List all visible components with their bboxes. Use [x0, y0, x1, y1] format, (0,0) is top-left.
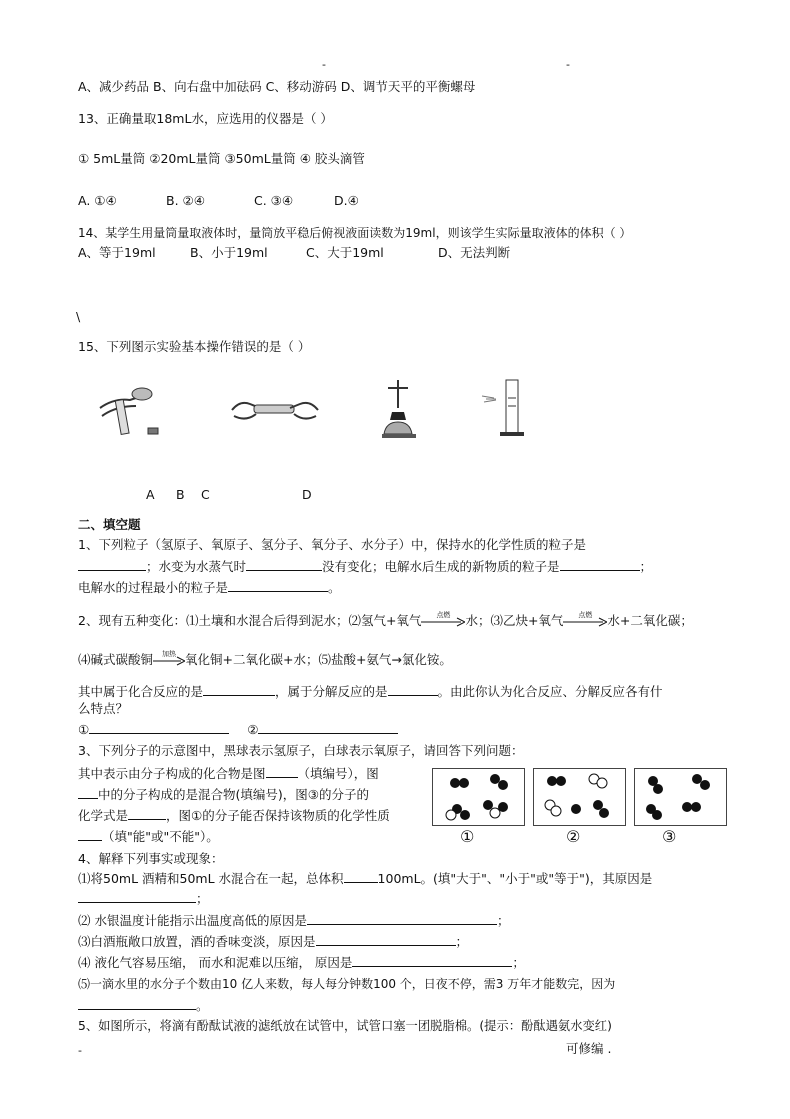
fig-label-1: ①: [460, 827, 475, 846]
blank[interactable]: [258, 720, 398, 734]
fig-label-2: ②: [566, 827, 581, 846]
q13-items: ① 5mL量筒 ②20mL量筒 ③50mL量筒 ④ 胶头滴管: [78, 151, 365, 166]
figure-a-test-tube-pouring: [96, 376, 166, 436]
p2-line2: ⑷碱式碳酸铜 加热 氧化铜+二氧化碳+水；⑸盐酸+氨气→氯化铵。: [78, 649, 452, 667]
q13-option-d: D.④: [334, 193, 359, 208]
blank[interactable]: [352, 953, 512, 967]
arrow-ignite: 点燃: [563, 615, 607, 629]
fig-label-3: ③: [662, 827, 677, 846]
p1-line2: ；水变为水蒸气时 没有变化；电解水后生成的新物质的粒子是 ；: [78, 557, 652, 576]
q15-label-d: D: [302, 487, 312, 502]
blank[interactable]: [89, 720, 229, 734]
p4-line2: ⑵ 水银温度计能指示出温度高低的原因是 ；: [78, 913, 510, 928]
footer-mark-left: -: [78, 1044, 82, 1057]
header-mark-right: -: [566, 58, 570, 71]
blank[interactable]: [316, 932, 456, 946]
p4-line1-cont: ；: [78, 889, 209, 908]
p1-line3: 电解水的过程最小的粒子是 。: [78, 580, 341, 595]
blank[interactable]: [344, 869, 378, 883]
stray-mark: \: [76, 309, 81, 324]
p2-line3: 其中属于化合反应的是 ，属于分解反应的是 。由此你认为化合反应、分解反应各有什: [78, 684, 663, 699]
arrow-ignite: 点燃: [421, 615, 465, 629]
blank[interactable]: [307, 911, 497, 925]
p3-line3: 中的分子构成的是混合物(填编号)，图③的分子的: [78, 785, 369, 804]
molecule-box-3: [634, 768, 727, 826]
q14-option-d: D、无法判断: [438, 245, 511, 260]
molecule-box-2: [533, 768, 626, 826]
p4-line3: ⑶白酒瓶敞口放置，酒的香味变淡，原因是 ；: [78, 934, 469, 949]
q14-option-a: A、等于19ml: [78, 245, 156, 260]
p3-line2: 其中表示由分子构成的化合物是图 （填编号），图: [78, 766, 379, 781]
section2-title: 二、填空题: [78, 517, 141, 532]
p5-line1: 5、如图所示，将滴有酚酞试液的滤纸放在试管中，试管口塞一团脱脂棉。(提示：酚酞遇氨水变红): [78, 1019, 612, 1033]
blank[interactable]: [203, 682, 275, 696]
p3-line5: （填"能"或"不能"）。: [78, 827, 219, 846]
p3-line4: 化学式是 ，图①的分子能否保持该物质的化学性质: [78, 808, 390, 823]
p4-line4: ⑷ 液化气容易压缩， 而水和泥难以压缩， 原因是 ；: [78, 955, 525, 970]
figure-d-graduated-cylinder: [478, 378, 534, 438]
blank[interactable]: [78, 827, 102, 841]
blank[interactable]: [228, 578, 328, 592]
p1-line1: 1、下列粒子（氢原子、氧原子、氢分子、氧分子、水分子）中，保持水的化学性质的粒子是: [78, 537, 586, 552]
q12-options: A、减少药品 B、向右盘中加砝码 C、移动游码 D、调节天平的平衡螺母: [78, 79, 476, 94]
q13-option-a: A. ①④: [78, 193, 117, 208]
q15-question: 15、下列图示实验基本操作错误的是（ ）: [78, 339, 311, 354]
q15-label-a: A: [146, 487, 155, 502]
q15-label-b: B: [176, 487, 185, 502]
blank[interactable]: [246, 557, 322, 571]
blank[interactable]: [78, 996, 196, 1010]
q13-question: 13、正确量取18mL水，应选用的仪器是（ ）: [78, 111, 333, 126]
arrow-heat: 加热: [153, 654, 185, 668]
blank[interactable]: [78, 557, 146, 571]
footer-mark-right: 可修编 .: [566, 1041, 612, 1056]
q14-option-b: B、小于19ml: [190, 245, 268, 260]
p4-line5-cont: 。: [78, 996, 209, 1015]
p3-line1: 3、下列分子的示意图中，黑球表示氢原子，白球表示氧原子，请回答下列问题：: [78, 743, 524, 758]
p4-line1: ⑴将50mL 酒精和50mL 水混合在一起，总体积 100mL。(填"大于"、"小于"或"等于")，其原因是: [78, 871, 653, 886]
figure-c-heating-flask: [376, 378, 430, 440]
p4-line5: ⑸一滴水里的水分子个数由10 亿人来数，每人每分钟数100 个，日夜不停，需3 万年才能数完，因为: [78, 977, 616, 991]
p2-answers: ① ②: [78, 720, 398, 739]
q13-option-b: B. ②④: [166, 193, 205, 208]
q14-option-c: C、大于19ml: [306, 245, 384, 260]
q13-option-c: C. ③④: [254, 193, 294, 208]
blank[interactable]: [266, 764, 298, 778]
blank[interactable]: [388, 682, 438, 696]
p2-line1: 2、现有五种变化：⑴土壤和水混合后得到泥水；⑵氢气+氧气 点燃 水；⑶乙炔+氧气 点燃 水+二氧化碳；: [78, 610, 693, 628]
header-mark-left: -: [322, 58, 326, 71]
q15-label-c: C: [201, 487, 210, 502]
q14-question: 14、某学生用量筒量取液体时，量筒放平稳后俯视液面读数为19ml，则该学生实际量取液体的体积（ ）: [78, 226, 632, 240]
p4-title: 4、解释下列事实或现象：: [78, 851, 224, 866]
blank[interactable]: [560, 557, 640, 571]
molecule-box-1: [432, 768, 525, 826]
p2-line4: 么特点？: [78, 701, 129, 716]
blank[interactable]: [78, 785, 98, 799]
blank[interactable]: [78, 889, 196, 903]
figure-b-shaking-tube: [230, 392, 320, 428]
blank[interactable]: [128, 806, 166, 820]
